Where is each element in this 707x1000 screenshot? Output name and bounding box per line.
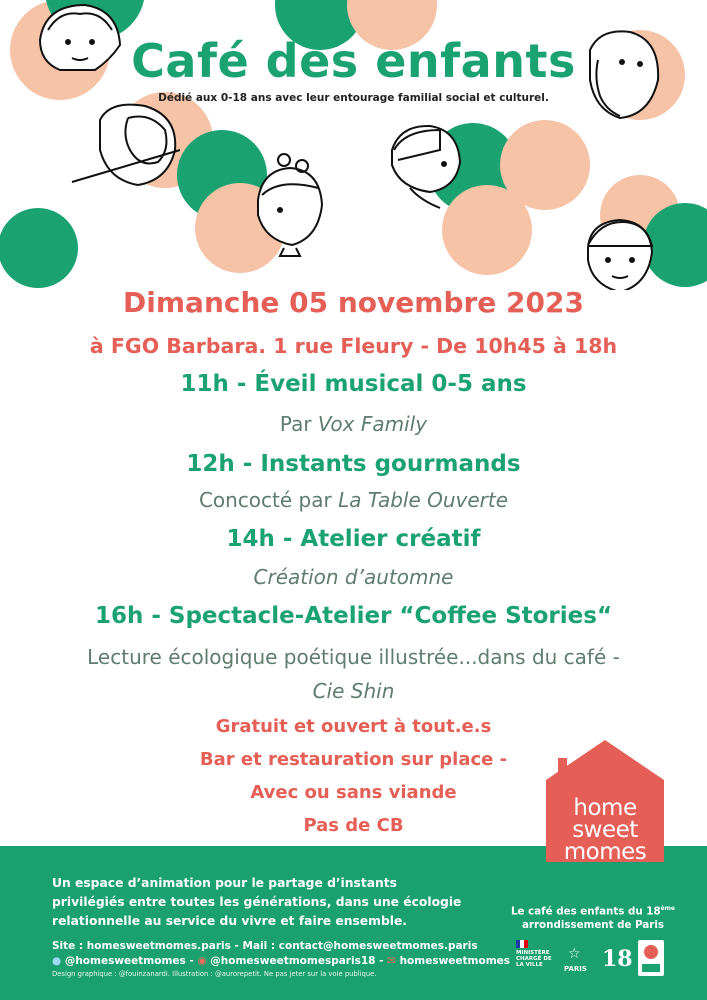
activity-host-prefix: Par <box>279 412 318 436</box>
mail-icon[interactable]: ✉ <box>387 955 396 967</box>
info-free: Gratuit et ouvert à tout.e.s <box>215 716 492 737</box>
activity-host-name: Vox Family <box>317 412 428 436</box>
instagram-icon[interactable]: ◉ <box>197 955 207 967</box>
ministry-logo: MINISTÈRE CHARGÉ DE LA VILLE <box>516 950 552 968</box>
page-title: Café des enfants <box>131 34 576 88</box>
page-subtitle: Dédié aux 0-18 ans avec leur entourage familial social et culturel. <box>158 92 549 104</box>
activity-title: 12h - Instants gourmands <box>186 451 521 477</box>
activity-host <box>0 488 707 512</box>
activity-host <box>0 412 707 436</box>
twitter-icon[interactable]: ● <box>52 955 62 967</box>
twitter-handle[interactable]: @homesweetmomes - <box>64 955 194 967</box>
arrondissement-logo: 18 <box>602 946 633 972</box>
tagline-main: Le café des enfants du 18 <box>510 905 661 918</box>
event-date: Dimanche 05 novembre 2023 <box>123 286 584 319</box>
partner-logos <box>514 940 694 980</box>
activity-host-name: Cie Shin <box>312 679 395 703</box>
paris-logo: PARIS <box>564 965 587 973</box>
paris-boat-icon: ☆ <box>568 946 581 962</box>
social-line <box>52 955 510 967</box>
activity-title: 16h - Spectacle-Atelier “Coffee Stories“ <box>94 603 613 629</box>
logo-word-home: home <box>573 795 637 821</box>
activity-host: Création d’automne <box>253 565 454 589</box>
site-mail-line[interactable]: Site : homesweetmomes.paris - Mail : contact@homesweetmomes.paris <box>52 940 478 952</box>
logo-word-momes: momes <box>563 839 647 865</box>
activity-description: Lecture écologique poétique illustrée...dans du café - <box>87 645 620 669</box>
info-meat: Avec ou sans viande <box>250 782 457 803</box>
tagline <box>500 902 686 932</box>
instagram-handle[interactable]: @homesweetmomesparis18 - <box>210 955 384 967</box>
activity-title: 11h - Éveil musical 0-5 ans <box>180 371 527 397</box>
activity-host-name: La Table Ouverte <box>338 488 509 512</box>
mail-handle[interactable]: homesweetmomes <box>399 955 511 967</box>
tagline-sup: ème <box>660 905 675 912</box>
credits: Design graphique : @fouinzanardi. Illustration : @aurorepetit. Ne pas jeter sur la voie publique. <box>52 970 377 978</box>
ministry-flag-icon <box>516 940 528 948</box>
activity-title: 14h - Atelier créatif <box>226 526 481 552</box>
tagline-end: arrondissement de Paris <box>521 919 665 932</box>
activity-host-prefix: Concocté par <box>198 488 339 512</box>
logo-word-sweet: sweet <box>572 817 638 843</box>
caf-logo <box>638 940 664 976</box>
mission-statement: Un espace d’animation pour le partage d’instants privilégiés entre toutes les générations, dans une écologie relationnelle au service du vivre et faire ensemble. <box>52 876 462 928</box>
info-bar: Bar et restauration sur place - <box>199 749 508 770</box>
info-payment: Pas de CB <box>303 815 404 836</box>
event-venue: à FGO Barbara. 1 rue Fleury - De 10h45 à 18h <box>89 334 618 358</box>
